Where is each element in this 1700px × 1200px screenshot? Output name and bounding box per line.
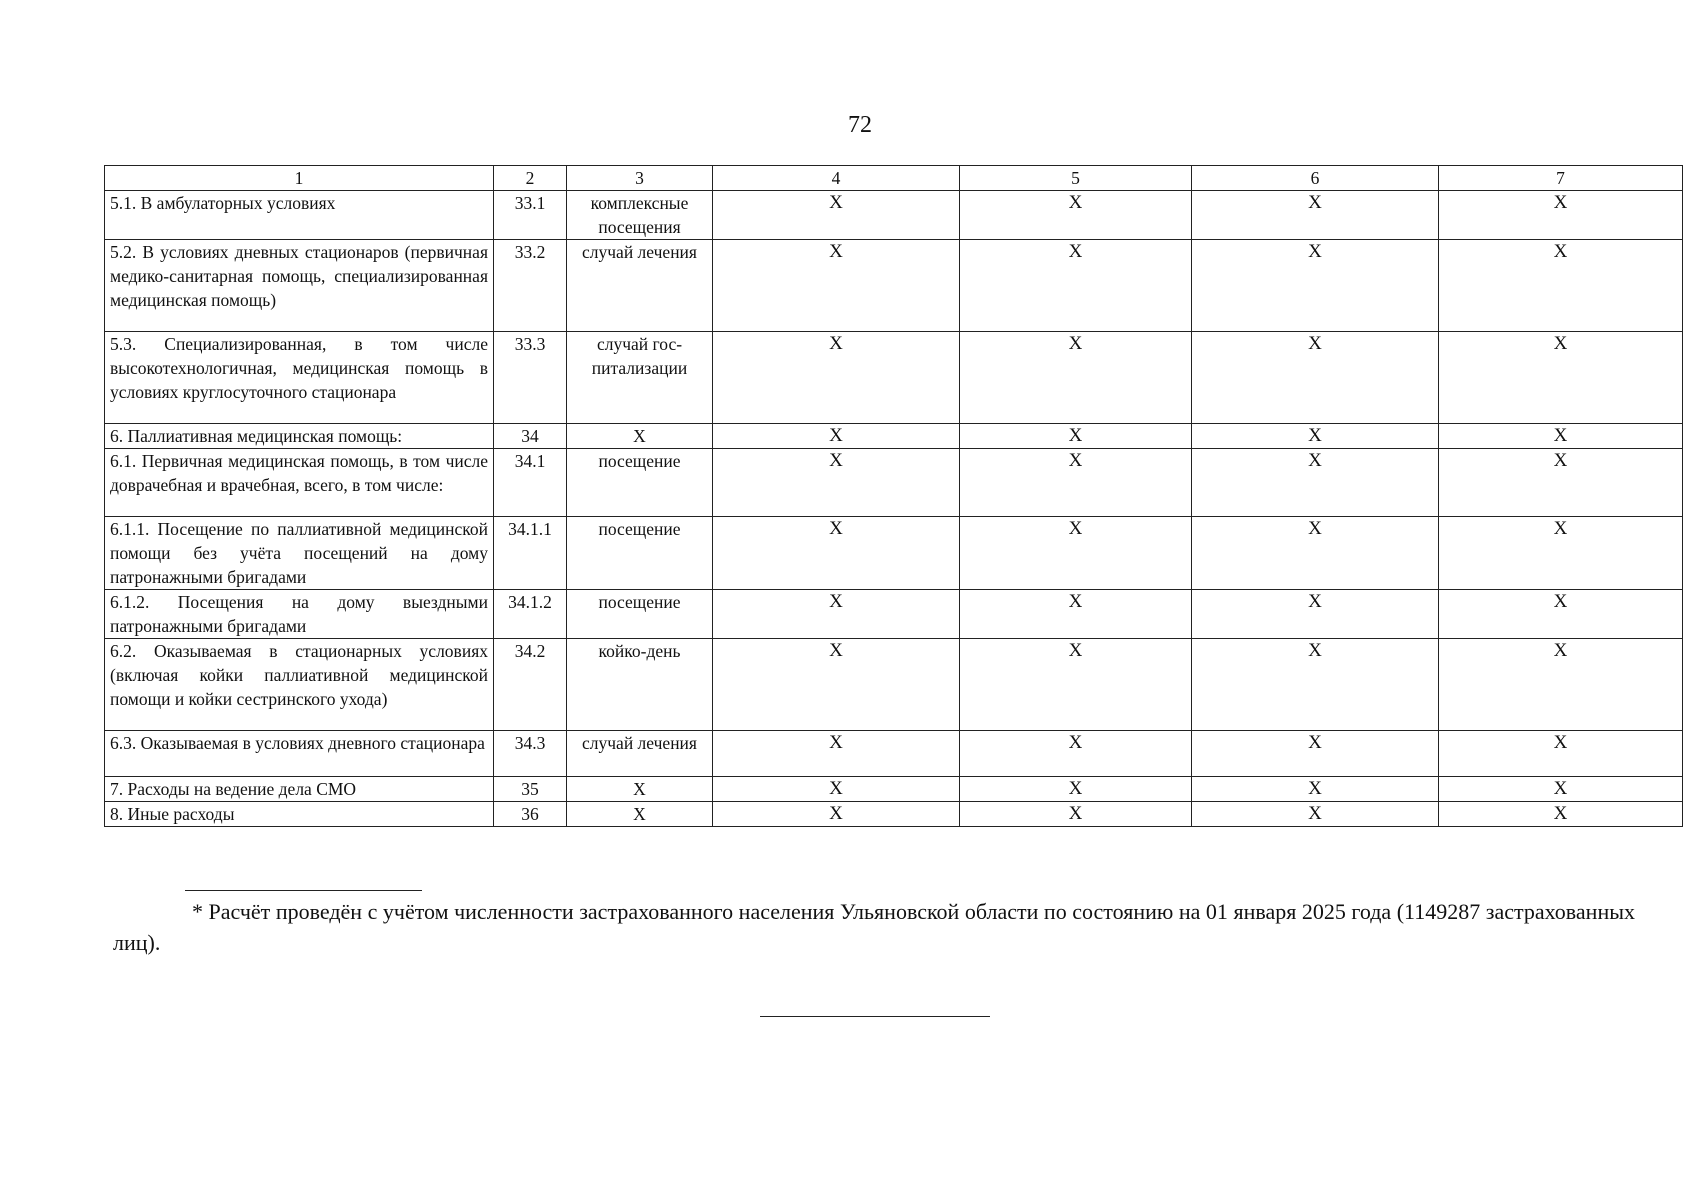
row-code-cell: 35	[494, 777, 567, 802]
row-code-cell: 33.2	[494, 240, 567, 332]
row-unit-cell: случай госпитализации	[567, 332, 713, 424]
row-col7-cell: Х	[1439, 802, 1683, 827]
row-col4-cell: Х	[713, 517, 960, 590]
row-unit-cell: Х	[567, 802, 713, 827]
row-unit-cell: койко-день	[567, 639, 713, 731]
row-col7-cell: Х	[1439, 590, 1683, 639]
row-name-cell: 6.1. Первичная медицинская помощь, в том числе доврачебная и врачебная, всего, в том числе:	[105, 449, 494, 517]
row-col6-cell: Х	[1192, 777, 1439, 802]
row-col5-cell: Х	[960, 517, 1192, 590]
table-row	[105, 639, 1683, 731]
row-col6-cell: Х	[1192, 517, 1439, 590]
table-row	[105, 731, 1683, 777]
row-col7-cell: Х	[1439, 332, 1683, 424]
row-unit-cell: случай лечения	[567, 240, 713, 332]
row-col4-cell: Х	[713, 590, 960, 639]
row-col4-cell: Х	[713, 639, 960, 731]
row-col5-cell: Х	[960, 590, 1192, 639]
row-col4-cell: Х	[713, 424, 960, 449]
row-unit-cell: комплексные посещения	[567, 191, 713, 240]
row-col6-cell: Х	[1192, 240, 1439, 332]
column-header: 5	[960, 166, 1192, 191]
row-col7-cell: Х	[1439, 240, 1683, 332]
footnote-separator	[185, 890, 422, 891]
row-unit-cell: посещение	[567, 590, 713, 639]
row-col7-cell: Х	[1439, 517, 1683, 590]
row-col5-cell: Х	[960, 639, 1192, 731]
row-name-cell: 8. Иные расходы	[105, 802, 494, 827]
row-col4-cell: Х	[713, 802, 960, 827]
row-code-cell: 34.1.1	[494, 517, 567, 590]
row-col7-cell: Х	[1439, 639, 1683, 731]
row-unit-cell: Х	[567, 424, 713, 449]
row-col4-cell: Х	[713, 240, 960, 332]
row-col5-cell: Х	[960, 731, 1192, 777]
row-code-cell: 34.1.2	[494, 590, 567, 639]
row-name-cell: 5.2. В условиях дневных стационаров (первичная медико-санитарная помощь, специализированная медицинская помощь)	[105, 240, 494, 332]
row-col5-cell: Х	[960, 332, 1192, 424]
row-col6-cell: Х	[1192, 639, 1439, 731]
row-col6-cell: Х	[1192, 731, 1439, 777]
row-name-cell: 6.1.2. Посещения на дому выездными патронажными бригадами	[105, 590, 494, 639]
row-col4-cell: Х	[713, 731, 960, 777]
row-code-cell: 34.1	[494, 449, 567, 517]
row-code-cell: 34.3	[494, 731, 567, 777]
row-unit-cell: Х	[567, 777, 713, 802]
row-col5-cell: Х	[960, 449, 1192, 517]
table-row	[105, 332, 1683, 424]
row-name-cell: 6. Паллиативная медицинская помощь:	[105, 424, 494, 449]
row-col7-cell: Х	[1439, 777, 1683, 802]
row-col5-cell: Х	[960, 424, 1192, 449]
table-row	[105, 777, 1683, 802]
table-header-row	[105, 166, 1683, 191]
row-col4-cell: Х	[713, 777, 960, 802]
table-row	[105, 191, 1683, 240]
row-col4-cell: Х	[713, 449, 960, 517]
column-header: 7	[1439, 166, 1683, 191]
row-col4-cell: Х	[713, 191, 960, 240]
row-name-cell: 7. Расходы на ведение дела СМО	[105, 777, 494, 802]
row-col5-cell: Х	[960, 240, 1192, 332]
row-name-cell: 6.1.1. Посещение по паллиативной медицинской помощи без учёта посещений на дому патронажными бригадами	[105, 517, 494, 590]
row-col7-cell: Х	[1439, 731, 1683, 777]
page-number: 72	[848, 112, 872, 138]
row-col7-cell: Х	[1439, 424, 1683, 449]
row-code-cell: 33.3	[494, 332, 567, 424]
column-header: 4	[713, 166, 960, 191]
row-col5-cell: Х	[960, 802, 1192, 827]
table-row	[105, 449, 1683, 517]
row-code-cell: 34	[494, 424, 567, 449]
row-unit-cell: посещение	[567, 517, 713, 590]
row-col6-cell: Х	[1192, 191, 1439, 240]
row-col6-cell: Х	[1192, 802, 1439, 827]
row-name-cell: 5.3. Специализированная, в том числе высокотехнологичная, медицинская помощь в условиях круглосуточного стационара	[105, 332, 494, 424]
column-header: 6	[1192, 166, 1439, 191]
row-name-cell: 6.3. Оказываемая в условиях дневного стационара	[105, 731, 494, 777]
row-code-cell: 36	[494, 802, 567, 827]
footnote: * Расчёт проведён с учётом численности застрахованного населения Ульяновской области по состоянию на 01 января 2025 года (1149287 застрахованных лиц).	[113, 899, 1635, 955]
end-of-document-line	[760, 1016, 990, 1017]
row-col4-cell: Х	[713, 332, 960, 424]
row-col7-cell: Х	[1439, 449, 1683, 517]
row-col6-cell: Х	[1192, 449, 1439, 517]
row-col5-cell: Х	[960, 191, 1192, 240]
row-code-cell: 33.1	[494, 191, 567, 240]
row-col6-cell: Х	[1192, 590, 1439, 639]
row-unit-cell: посещение	[567, 449, 713, 517]
table-row	[105, 802, 1683, 827]
column-header: 3	[567, 166, 713, 191]
row-name-cell: 5.1. В амбулаторных условиях	[105, 191, 494, 240]
row-code-cell: 34.2	[494, 639, 567, 731]
row-col7-cell: Х	[1439, 191, 1683, 240]
table-row	[105, 240, 1683, 332]
table-row	[105, 517, 1683, 590]
table-row	[105, 424, 1683, 449]
row-col6-cell: Х	[1192, 424, 1439, 449]
services-table	[104, 165, 1683, 827]
row-col6-cell: Х	[1192, 332, 1439, 424]
table-row	[105, 590, 1683, 639]
column-header: 1	[105, 166, 494, 191]
row-name-cell: 6.2. Оказываемая в стационарных условиях (включая койки паллиативной медицинской помощи и койки сестринского ухода)	[105, 639, 494, 731]
row-unit-cell: случай лечения	[567, 731, 713, 777]
row-col5-cell: Х	[960, 777, 1192, 802]
column-header: 2	[494, 166, 567, 191]
